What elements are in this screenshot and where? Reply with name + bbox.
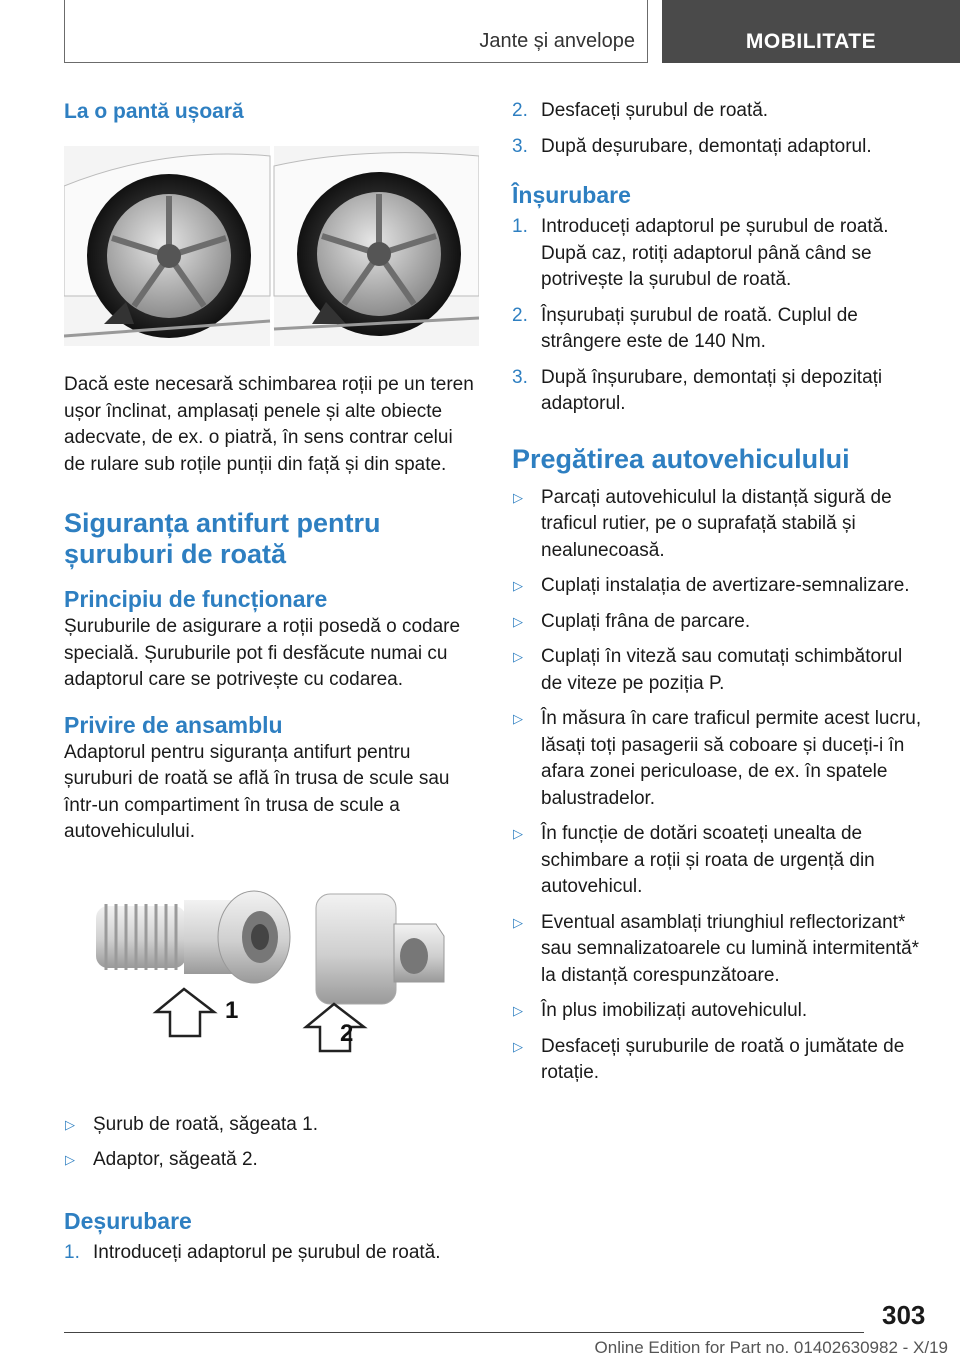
right-column xyxy=(512,98,927,1087)
arrow-1-label: 1 xyxy=(225,996,239,1024)
list-item: ▷ Desfaceți șuruburile de roată o jumătate de rotație. xyxy=(513,1035,905,1083)
list-item: ▷ Șurub de roată, săgeata 1. xyxy=(64,1112,479,1139)
list-item: 2. Înșurubați șurubul de roată. Cuplul de strângere este de 140 Nm. xyxy=(512,304,858,352)
unscrew-heading: Deșurubare xyxy=(64,1207,192,1234)
list-item: ▷ Parcați autovehiculul la distanță sigură de traficul rutier, pe o suprafață stabilă și nealunecoasă. xyxy=(513,486,892,561)
principle-heading: Principiu de funcționare xyxy=(64,586,328,612)
list-item: 3. După deșurubare, demontați adaptorul. xyxy=(512,135,872,157)
list-item: 2. Desfaceți șurubul de roată. xyxy=(512,100,769,121)
list-item: 1. Introduceți adaptorul pe șurubul de roată. xyxy=(64,1241,441,1263)
list-item: ▷ Eventual asamblați triunghiul reflectorizant* sau semnalizatoarele cu lumină intermitentă* la distanță corespunzătoare. xyxy=(513,911,920,986)
adapter xyxy=(316,894,444,1004)
principle-text: Șuruburile de asigurare a roții posedă o codare specială. Șuruburile pot fi desfăcute numai cu adaptorul care se potrivește cu codarea. xyxy=(64,616,461,690)
header-section-title: Jante și anvelope xyxy=(479,30,635,52)
triangle-bullet-icon: ▷ xyxy=(513,1038,523,1054)
triangle-bullet-icon: ▷ xyxy=(513,1003,523,1018)
list-item: 1. Introduceți adaptorul pe șurubul de roată. După caz, rotiți adaptorul până când se potrivește la șurubul de roată. xyxy=(512,216,889,290)
triangle-bullet-icon: ▷ xyxy=(65,1116,75,1132)
list-item: ▷ În măsura în care traficul permite acest lucru, lăsați toți pasagerii să coboare și duceți-i în afara zonei periculoase, de ex. în spatele balustradelor. xyxy=(513,708,922,809)
list-item: ▷ Cuplați frâna de parcare. xyxy=(512,609,927,636)
bolt-adapter-figure xyxy=(64,864,479,1084)
lock-heading xyxy=(64,508,479,570)
triangle-bullet-icon: ▷ xyxy=(513,578,523,593)
slope-heading: La o pantă ușoară xyxy=(64,100,244,123)
triangle-bullet-icon: ▷ xyxy=(513,613,523,629)
arrow-2-label: 2 xyxy=(340,1019,354,1047)
overview-text: Adaptorul pentru siguranța antifurt pentru șuruburi de roată se află în trusa de scule sau într-un compartiment în trusa de scule a autovehiculului. xyxy=(64,741,450,842)
page-number: 303 xyxy=(882,1300,926,1330)
left-column xyxy=(64,98,479,1266)
prep-heading: Pregătirea autovehiculului xyxy=(512,443,850,474)
triangle-bullet-icon: ▷ xyxy=(513,826,523,841)
triangle-bullet-icon: ▷ xyxy=(513,489,523,505)
header-chapter-title: MOBILITATE xyxy=(745,30,877,53)
list-item: ▷ Cuplați instalația de avertizare-semnalizare. xyxy=(512,573,927,600)
figure-legend xyxy=(64,1112,479,1174)
arrow-2 xyxy=(306,1004,364,1051)
prep-bullets xyxy=(512,485,927,1087)
overview-heading: Privire de ansamblu xyxy=(64,711,283,738)
unscrew-steps-continued xyxy=(512,98,927,160)
list-item: ▷ Cuplați în viteză sau comutați schimbătorul de viteze pe poziția P. xyxy=(513,646,903,694)
lock-heading-line2: șuruburi de roată xyxy=(64,539,287,569)
triangle-bullet-icon: ▷ xyxy=(513,711,523,726)
edition-note: Online Edition for Part no. 01402630982 - X/19 xyxy=(594,1338,948,1357)
list-item: 3. După înșurubare, demontați și depozitați adaptorul. xyxy=(512,366,883,414)
list-item: ▷ Adaptor, săgeată 2. xyxy=(64,1147,479,1174)
triangle-bullet-icon: ▷ xyxy=(513,914,523,930)
slope-text: Dacă este necesară schimbarea roții pe un teren ușor înclinat, amplasați penele și alte obiecte adecvate, de ex. o piatră, în sens contrar celui de rulare sub roțile punții din față și din spate. xyxy=(64,374,474,475)
footer-divider xyxy=(64,1332,864,1333)
lock-heading-line1: Siguranța antifurt pentru xyxy=(64,508,381,538)
arrow-1 xyxy=(156,989,238,1036)
screw-heading: Înșurubare xyxy=(512,182,631,208)
wheel-chock-photo xyxy=(64,146,479,346)
triangle-bullet-icon: ▷ xyxy=(65,1152,75,1167)
wheel-bolt xyxy=(96,891,290,983)
list-item: ▷ În funcție de dotări scoateți unealta de schimbare a roții și roata de urgență din autovehicul. xyxy=(513,823,875,897)
list-item: ▷ În plus imobilizați autovehiculul. xyxy=(512,998,927,1025)
screw-steps xyxy=(512,214,927,418)
unscrew-steps xyxy=(64,1240,479,1267)
triangle-bullet-icon: ▷ xyxy=(513,649,523,664)
